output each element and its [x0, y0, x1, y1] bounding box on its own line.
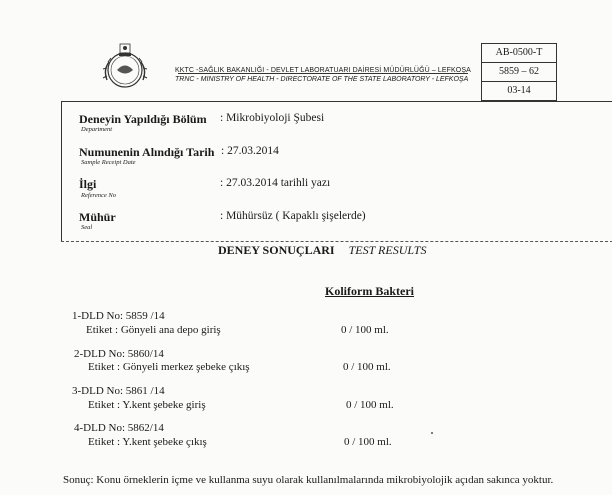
field-value-receipt-date: : 27.03.2014 [221, 145, 279, 157]
header-line-en: TRNC - MINISTRY OF HEALTH - DIRECTORATE OF THE STATE LABORATORY - LEFKOŞA [175, 76, 469, 83]
sample-dld: 2-DLD No: 5860/14 [74, 348, 164, 360]
field-label-department: Deneyin Yapıldığı Bölüm [79, 112, 207, 126]
results-title-en: TEST RESULTS [348, 243, 427, 257]
sample-dld: 4-DLD No: 5862/14 [74, 422, 164, 434]
field-sub-reference: Reference No [81, 192, 116, 199]
sample-result: 0 / 100 ml. [344, 436, 392, 448]
conclusion-text: Sonuç: Konu örneklerin içme ve kullanma suyu olarak kullanılmalarında mikrobiyolojik açıdan sakınca yoktur. [63, 474, 554, 486]
ref-code-2: 5859 – 62 [482, 63, 556, 82]
reference-box [481, 43, 557, 101]
sample-result: 0 / 100 ml. [346, 399, 394, 411]
state-emblem-icon [97, 40, 153, 96]
sample-result: 0 / 100 ml. [343, 361, 391, 373]
field-label-seal: Mühür [79, 210, 116, 224]
field-value-department: : Mikrobiyoloji Şubesi [220, 112, 325, 124]
info-frame-divider [61, 241, 612, 242]
speck [431, 432, 433, 434]
header-line-tr: KKTC -SAĞLIK BAKANLIĞI - DEVLET LABORATUARI DAİRESİ MÜDÜRLÜĞÜ – LEFKOŞA [175, 67, 471, 74]
header-divider [178, 73, 468, 74]
ref-code-3: 03-14 [507, 85, 531, 96]
sample-label: Etiket : Gönyeli merkez şebeke çıkış [88, 361, 250, 373]
parameter-heading: Koliform Bakteri [325, 284, 414, 298]
field-value-seal: : Mühürsüz ( Kapaklı şişelerde) [220, 210, 366, 222]
sample-dld: 1-DLD No: 5859 /14 [72, 310, 165, 322]
field-label-receipt-date: Numunenin Alındığı Tarih [79, 145, 215, 159]
field-sub-receipt-date: Sample Receipt Date [81, 159, 136, 166]
field-sub-seal: Seal [81, 224, 93, 231]
field-value-reference: : 27.03.2014 tarihli yazı [220, 177, 331, 189]
field-label-reference: İlgi [79, 177, 97, 191]
sample-label: Etiket : Y.kent şebeke çıkış [88, 436, 207, 448]
field-sub-department: Department [81, 126, 113, 133]
results-title-tr: DENEY SONUÇLARI [218, 243, 335, 257]
sample-dld: 3-DLD No: 5861 /14 [72, 385, 165, 397]
sample-label: Etiket : Gönyeli ana depo giriş [86, 324, 221, 336]
ref-code-1: AB-0500-T [482, 44, 556, 63]
sample-result: 0 / 100 ml. [341, 324, 389, 336]
results-title [218, 243, 426, 258]
sample-label: Etiket : Y.kent şebeke giriş [88, 399, 206, 411]
